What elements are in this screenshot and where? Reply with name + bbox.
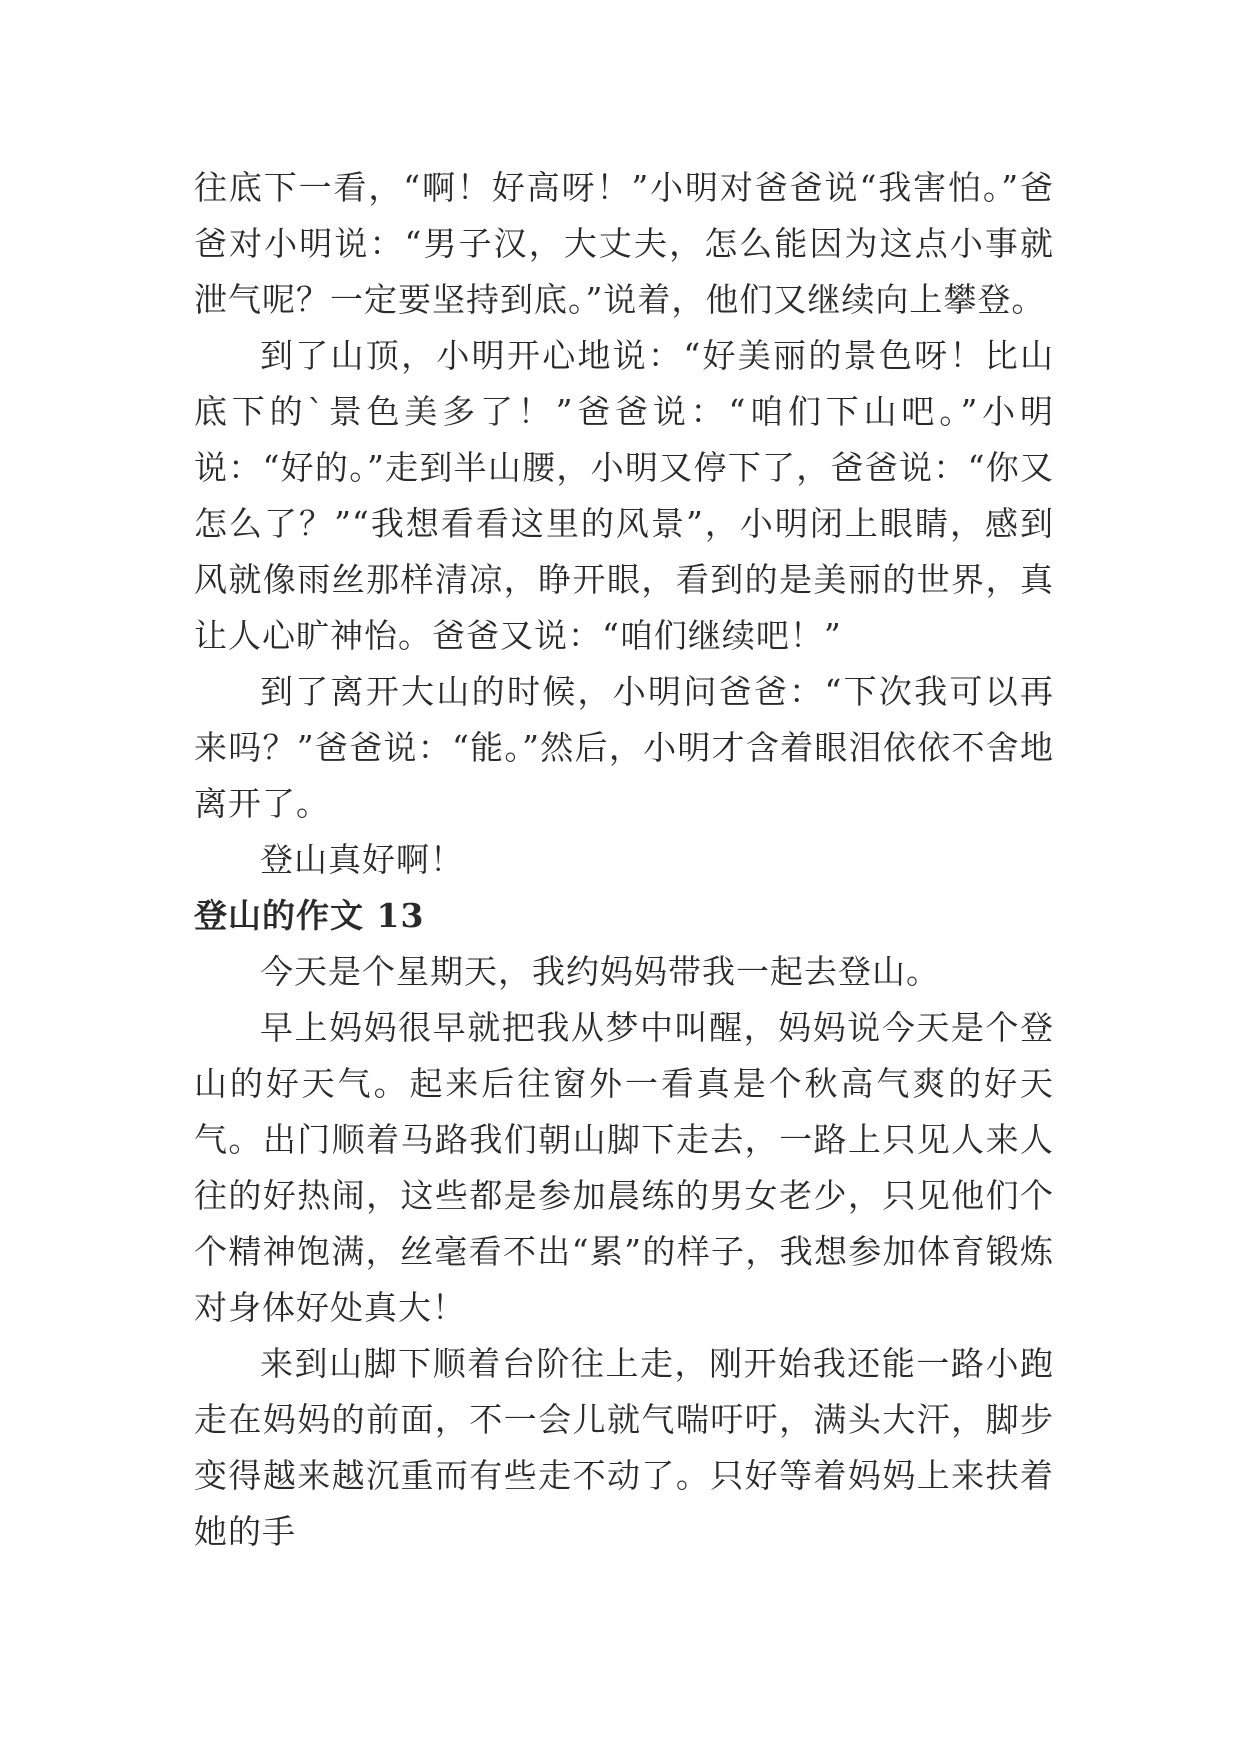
section-paragraph-1: 今天是个星期天，我约妈妈带我一起去登山。 [260,952,940,991]
paragraph-1: 往底下一看，“啊！好高呀！”小明对爸爸说“我害怕。”爸爸对小明说：“男子汉，大丈夫，怎么能因为这点小事就泄气呢？一定要坚持到底。”说着，他们又继续向上攀登。 [194,168,1054,319]
section-title: 登山的作文 13 [194,896,425,935]
document-body [194,160,1054,1560]
paragraph-3: 到了离开大山的时候，小明问爸爸：“下次我可以再来吗？”爸爸说：“能。”然后，小明才含着眼泪依依不舍地离开了。 [194,672,1054,823]
section-paragraph-3: 来到山脚下顺着台阶往上走，刚开始我还能一路小跑走在妈妈的前面，不一会儿就气喘吁吁，满头大汗，脚步变得越来越沉重而有些走不动了。只好等着妈妈上来扶着她的手 [194,1344,1054,1551]
paragraph-2: 到了山顶，小明开心地说：“好美丽的景色呀！比山底下的`景色美多了！”爸爸说：“咱们下山吧。”小明说：“好的。”走到半山腰，小明又停下了，爸爸说：“你又怎么了？”“我想看看这里的风景”，小明闭上眼睛，感到风就像雨丝那样清凉，睁开眼，看到的是美丽的世界，真让人心旷神怡。爸爸又说：“咱们继续吧！” [194,336,1054,655]
section-paragraph-2: 早上妈妈很早就把我从梦中叫醒，妈妈说今天是个登山的好天气。起来后往窗外一看真是个秋高气爽的好天气。出门顺着马路我们朝山脚下走去，一路上只见人来人往的好热闹，这些都是参加晨练的男女老少，只见他们个个精神饱满，丝毫看不出“累”的样子，我想参加体育锻炼对身体好处真大！ [194,1008,1054,1327]
paragraph-4: 登山真好啊！ [260,840,464,879]
